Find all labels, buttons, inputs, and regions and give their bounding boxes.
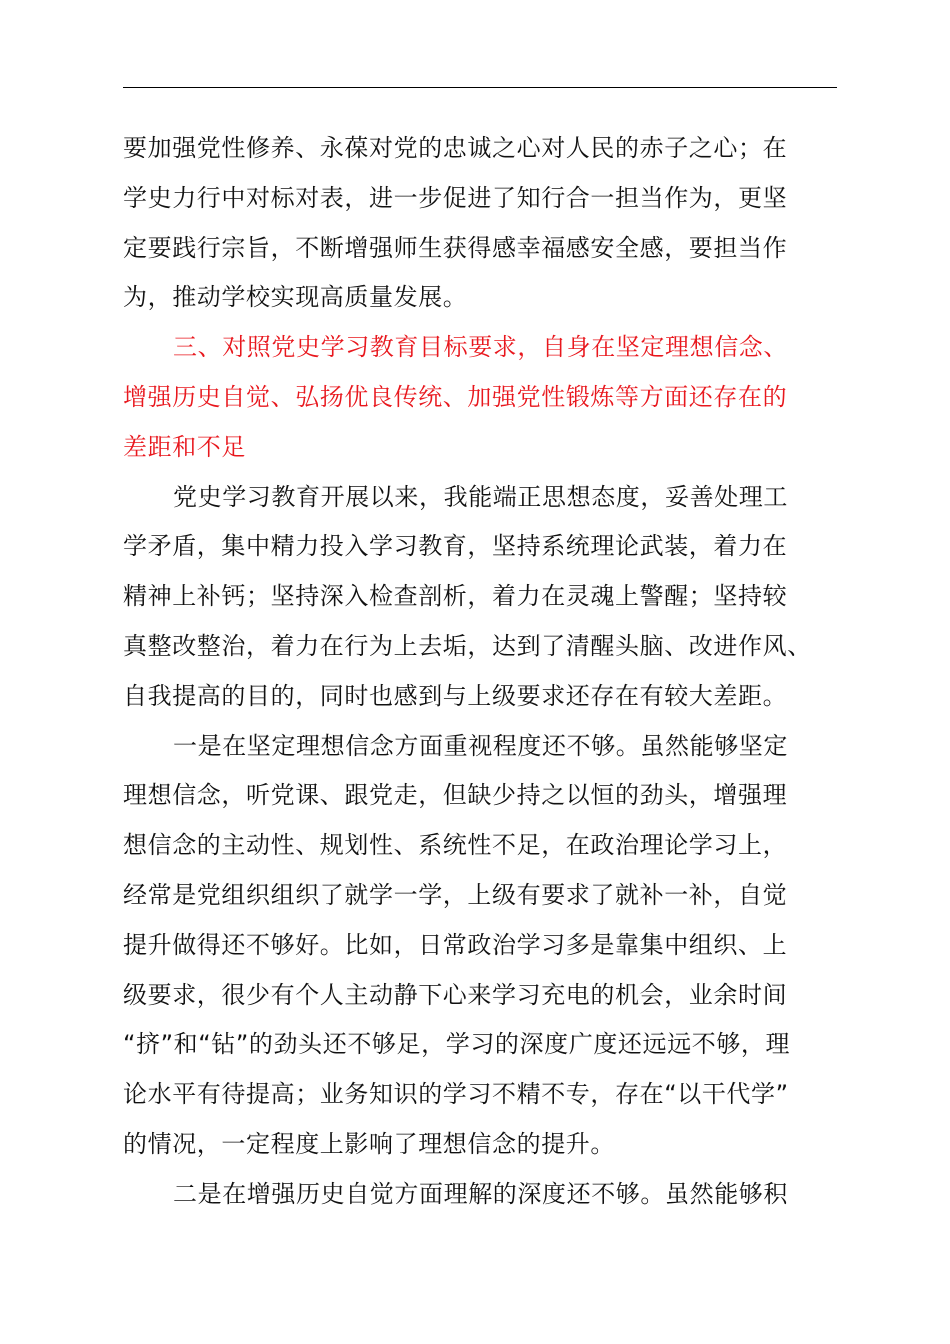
paragraph-overview bbox=[123, 473, 837, 722]
text-line: 为，推动学校实现高质量发展。 bbox=[123, 283, 468, 312]
text-line: 论水平有待提高；业务知识的学习不精不专，存在“以干代学” bbox=[123, 1080, 789, 1109]
text-line: “挤”和“钻”的劲头还不够足，学习的深度广度还远远不够，理 bbox=[123, 1030, 791, 1059]
paragraph-point-two bbox=[123, 1170, 837, 1220]
text-line: 理想信念，听党课、跟党走，但缺少持之以恒的劲头，增强理 bbox=[123, 781, 788, 810]
text-line: 学矛盾，集中精力投入学习教育，坚持系统理论武装，着力在 bbox=[123, 532, 788, 561]
text-line: 党史学习教育开展以来，我能端正思想态度，妥善处理工 bbox=[173, 482, 788, 511]
text-line: 精神上补钙；坚持深入检查剖析，着力在灵魂上警醒；坚持较 bbox=[123, 582, 788, 611]
paragraph-continuation bbox=[123, 124, 837, 323]
heading-line: 增强历史自觉、弘扬优良传统、加强党性锻炼等方面还存在的 bbox=[123, 382, 788, 411]
text-line: 定要践行宗旨，不断增强师生获得感幸福感安全感，要担当作 bbox=[123, 233, 788, 262]
text-line: 自我提高的目的，同时也感到与上级要求还存在有较大差距。 bbox=[123, 681, 788, 710]
text-line: 经常是党组织组织了就学一学，上级有要求了就补一补，自觉 bbox=[123, 880, 788, 909]
heading-line: 差距和不足 bbox=[123, 432, 246, 461]
text-line: 二是在增强历史自觉方面理解的深度还不够。虽然能够积 bbox=[173, 1179, 788, 1208]
text-line: 提升做得还不够好。比如，日常政治学习多是靠集中组织、上 bbox=[123, 930, 788, 959]
section-heading bbox=[123, 323, 837, 472]
text-line: 要加强党性修养、永葆对党的忠诚之心对人民的赤子之心；在 bbox=[123, 134, 788, 162]
text-line: 想信念的主动性、规划性、系统性不足，在政治理论学习上， bbox=[123, 831, 788, 860]
paragraph-point-one bbox=[123, 722, 837, 1170]
header-rule bbox=[123, 87, 837, 88]
text-line: 一是在坚定理想信念方面重视程度还不够。虽然能够坚定 bbox=[173, 731, 788, 760]
text-line: 学史力行中对标对表，进一步促进了知行合一担当作为，更坚 bbox=[123, 183, 788, 212]
text-line: 真整改整治，着力在行为上去垢，达到了清醒头脑、改进作风、 bbox=[123, 631, 812, 660]
document-body bbox=[123, 124, 837, 1220]
heading-line: 三、对照党史学习教育目标要求，自身在坚定理想信念、 bbox=[173, 333, 788, 362]
text-line: 级要求，很少有个人主动静下心来学习充电的机会，业余时间 bbox=[123, 980, 788, 1009]
text-line: 的情况，一定程度上影响了理想信念的提升。 bbox=[123, 1129, 615, 1158]
